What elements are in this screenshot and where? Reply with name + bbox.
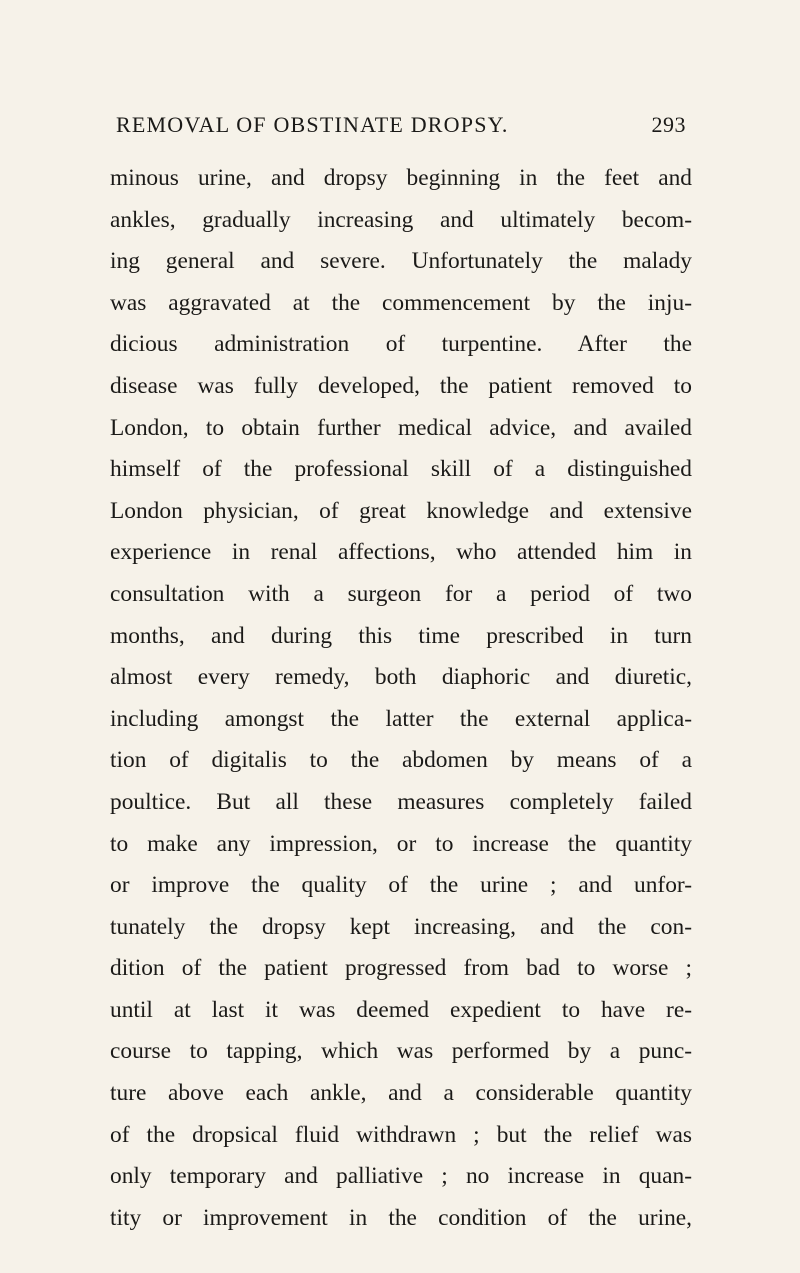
text-line: consultation with a surgeon for a period of two xyxy=(110,580,692,607)
text-line: months, and during this time prescribed in turn xyxy=(110,622,692,649)
text-line: tity or improvement in the condition of the urine, xyxy=(110,1204,692,1231)
text-line: himself of the professional skill of a distinguished xyxy=(110,456,692,483)
text-line: minous urine, and dropsy beginning in the feet and xyxy=(110,165,692,191)
text-line: experience in renal affections, who attended him in xyxy=(110,539,692,566)
text-line: London physician, of great knowledge and extensive xyxy=(110,497,692,524)
text-line: poultice. But all these measures completely failed xyxy=(110,788,692,815)
text-line: London, to obtain further medical advice, and availed xyxy=(110,414,692,441)
text-line: course to tapping, which was performed by a punc- xyxy=(110,1038,692,1065)
text-line: tunately the dropsy kept increasing, and the con- xyxy=(110,913,692,940)
body-text xyxy=(110,158,692,1239)
text-line: including amongst the latter the external applica- xyxy=(110,705,692,732)
text-line: ankles, gradually increasing and ultimately becom- xyxy=(110,206,692,233)
text-line: was aggravated at the commencement by the inju- xyxy=(110,289,692,316)
page-header xyxy=(116,112,686,142)
text-line: ing general and severe. Unfortunately the malady xyxy=(110,248,692,275)
text-line: disease was fully developed, the patient removed to xyxy=(110,372,692,399)
text-line: tion of digitalis to the abdomen by means of a xyxy=(110,747,692,774)
text-line: until at last it was deemed expedient to have re- xyxy=(110,996,692,1023)
text-line: ture above each ankle, and a considerable quantity xyxy=(110,1080,692,1107)
page-number: 293 xyxy=(651,112,686,137)
text-line: of the dropsical fluid withdrawn ; but the relief was xyxy=(110,1121,692,1148)
text-line: dition of the patient progressed from bad to worse ; xyxy=(110,955,692,982)
text-line: or improve the quality of the urine ; and unfor- xyxy=(110,872,692,899)
text-line: only temporary and palliative ; no increase in quan- xyxy=(110,1163,692,1190)
text-line: almost every remedy, both diaphoric and diuretic, xyxy=(110,664,692,691)
running-title: REMOVAL OF OBSTINATE DROPSY. xyxy=(116,112,509,137)
text-line: to make any impression, or to increase the quantity xyxy=(110,830,692,857)
text-line: dicious administration of turpentine. After the xyxy=(110,331,692,358)
